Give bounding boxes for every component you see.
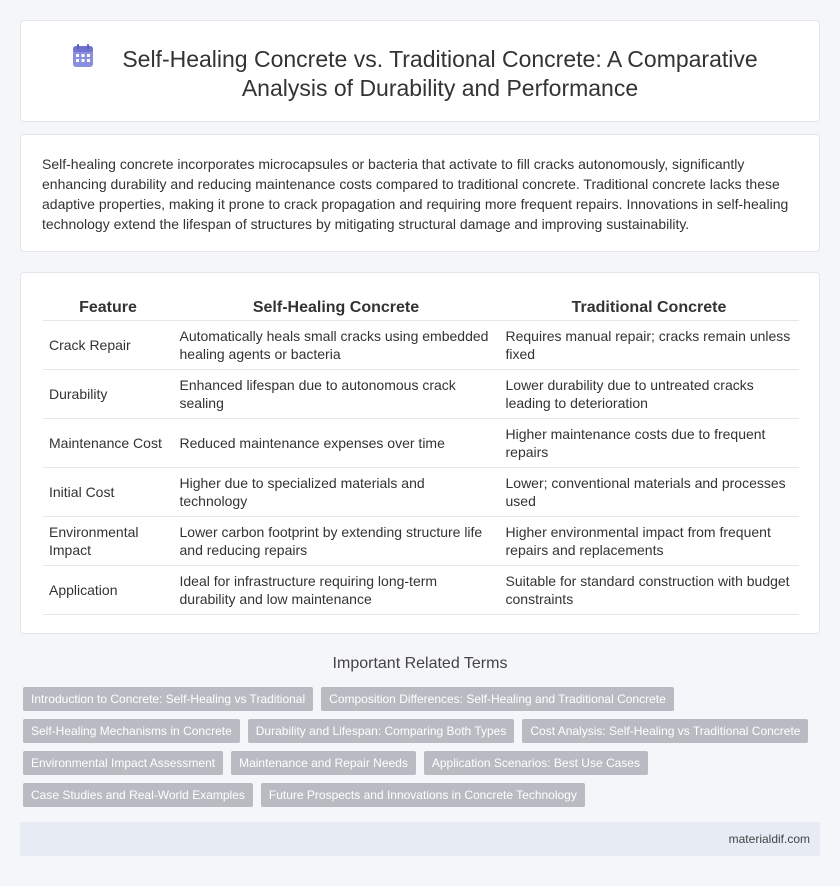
title-card	[20, 20, 820, 122]
header-self-healing: Self-Healing Concrete	[173, 296, 499, 320]
intro-card	[20, 134, 820, 252]
page-title: Self-Healing Concrete vs. Traditional Concrete: A Comparative Analysis of Durability and Performance	[122, 46, 758, 101]
feature-cell: Environmental Impact	[43, 516, 173, 565]
traditional-cell: Requires manual repair; cracks remain unless fixed	[499, 320, 799, 369]
comparison-card	[20, 272, 820, 634]
traditional-cell: Lower durability due to untreated cracks leading to deterioration	[499, 369, 799, 418]
self-healing-cell: Lower carbon footprint by extending structure life and reducing repairs	[173, 516, 499, 565]
traditional-cell: Lower; conventional materials and processes used	[499, 467, 799, 516]
related-term-tag[interactable]: Self-Healing Mechanisms in Concrete	[23, 719, 240, 743]
table-row	[43, 369, 799, 418]
tag-row	[23, 751, 823, 775]
traditional-cell: Higher environmental impact from frequent repairs and replacements	[499, 516, 799, 565]
self-healing-cell: Ideal for infrastructure requiring long-term durability and low maintenance	[173, 565, 499, 614]
intro-paragraph: Self-healing concrete incorporates microcapsules or bacteria that activate to fill cracks autonomously, significantly enhancing durability and reducing maintenance costs compared to traditional concrete. Traditional concrete lacks these adaptive properties, making it prone to crack propagation and requiring more frequent repairs. Innovations in self-healing technology extend the lifespan of structures by mitigating structural damage and improving sustainability.	[42, 156, 789, 232]
comparison-table	[43, 296, 799, 615]
related-term-tag[interactable]: Durability and Lifespan: Comparing Both Types	[248, 719, 515, 743]
related-term-tag[interactable]: Composition Differences: Self-Healing and Traditional Concrete	[321, 687, 674, 711]
footer-site-link[interactable]: materialdif.com	[728, 832, 810, 846]
table-header-row	[43, 296, 799, 320]
table-row	[43, 565, 799, 614]
related-term-tag[interactable]: Maintenance and Repair Needs	[231, 751, 416, 775]
footer	[20, 822, 820, 856]
table-row	[43, 320, 799, 369]
tag-row	[23, 687, 823, 711]
related-term-tag[interactable]: Introduction to Concrete: Self-Healing vs Traditional	[23, 687, 313, 711]
related-term-tag[interactable]: Case Studies and Real-World Examples	[23, 783, 253, 807]
feature-cell: Durability	[43, 369, 173, 418]
self-healing-cell: Reduced maintenance expenses over time	[173, 418, 499, 467]
self-healing-cell: Automatically heals small cracks using embedded healing agents or bacteria	[173, 320, 499, 369]
traditional-cell: Suitable for standard construction with budget constraints	[499, 565, 799, 614]
header-feature: Feature	[43, 296, 173, 320]
related-term-tag[interactable]: Application Scenarios: Best Use Cases	[424, 751, 648, 775]
self-healing-cell: Higher due to specialized materials and technology	[173, 467, 499, 516]
related-term-tag[interactable]: Environmental Impact Assessment	[23, 751, 223, 775]
table-row	[43, 418, 799, 467]
traditional-cell: Higher maintenance costs due to frequent repairs	[499, 418, 799, 467]
related-term-tag[interactable]: Future Prospects and Innovations in Concrete Technology	[261, 783, 585, 807]
table-row	[43, 516, 799, 565]
self-healing-cell: Enhanced lifespan due to autonomous crack sealing	[173, 369, 499, 418]
related-term-tag[interactable]: Cost Analysis: Self-Healing vs Traditional Concrete	[522, 719, 808, 743]
related-terms-title: Important Related Terms	[332, 655, 508, 672]
feature-cell: Application	[43, 565, 173, 614]
feature-cell: Initial Cost	[43, 467, 173, 516]
related-terms-list	[23, 687, 823, 815]
tag-row	[23, 719, 823, 743]
feature-cell: Maintenance Cost	[43, 418, 173, 467]
table-row	[43, 467, 799, 516]
tag-row	[23, 783, 823, 807]
feature-cell: Crack Repair	[43, 320, 173, 369]
header-traditional: Traditional Concrete	[499, 296, 799, 320]
